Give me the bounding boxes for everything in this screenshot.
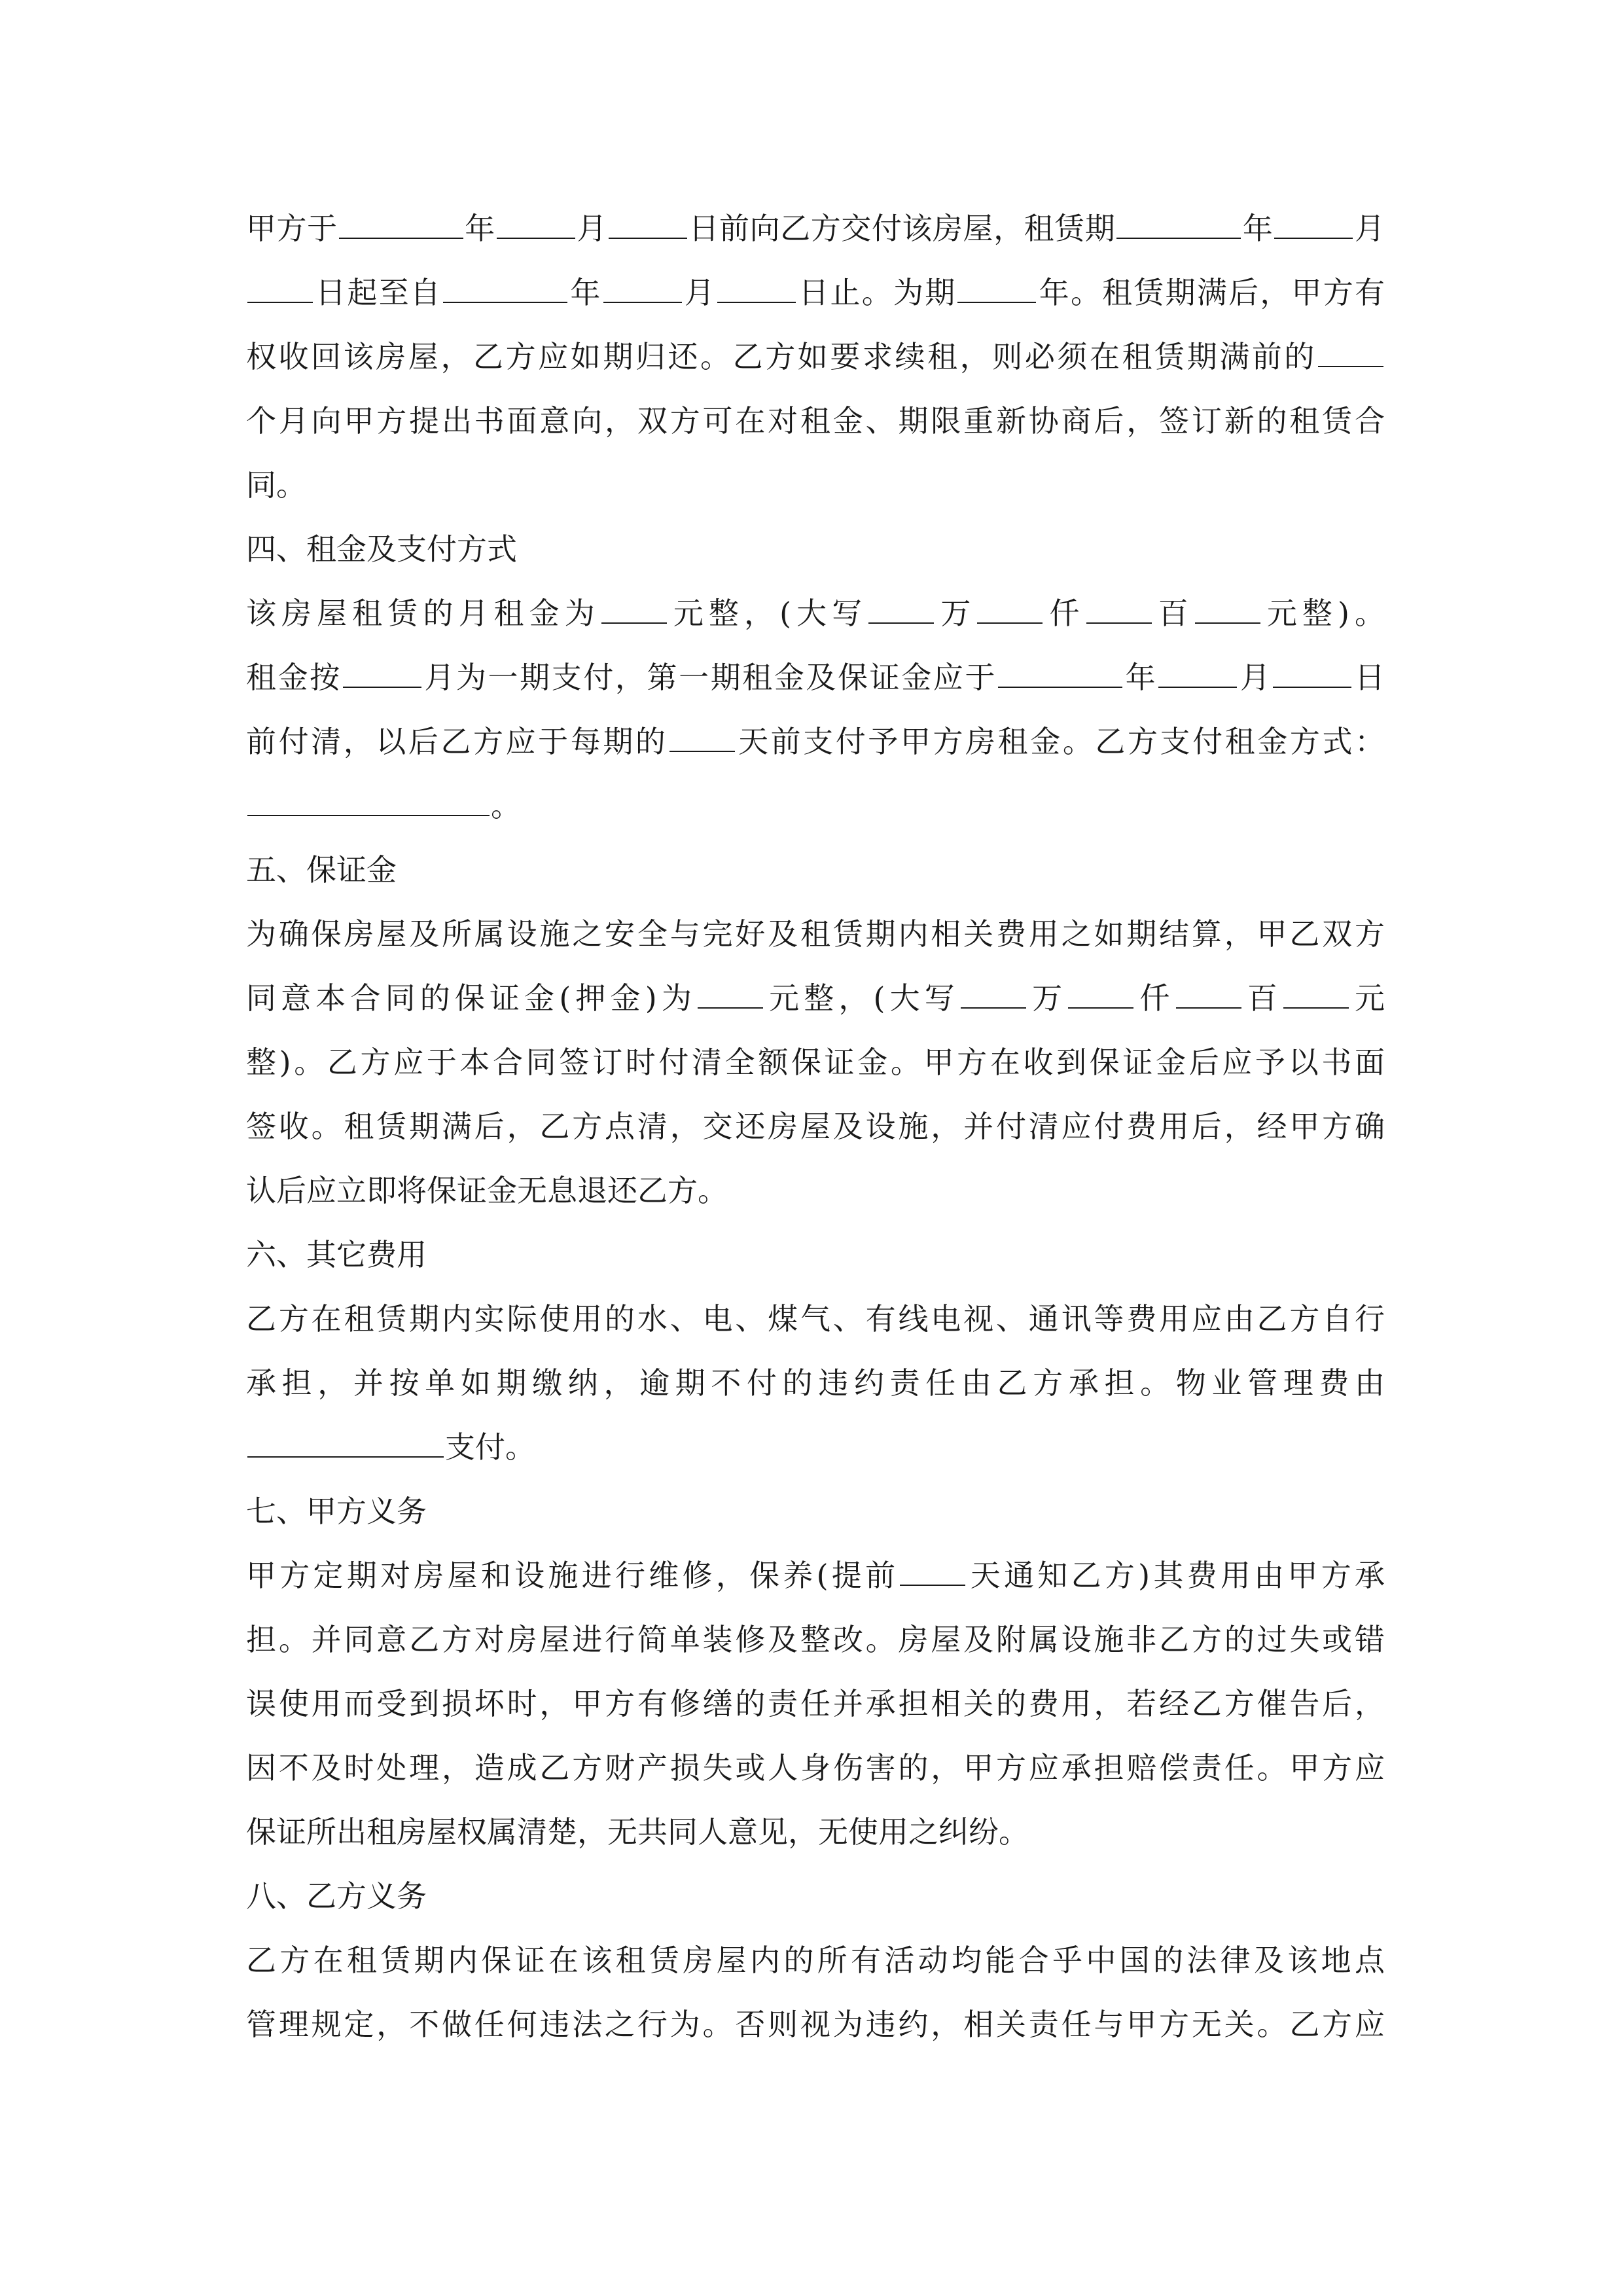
text-segment: 万 [1027,980,1067,1016]
fill-blank [247,1431,444,1458]
section-heading: 六、其它费用 [246,1237,427,1272]
text-segment: 元 [1349,980,1385,1016]
paragraph-line: 为确保房屋及所属设施之安全与完好及租赁期内相关费用之如期结算，甲乙双方 [246,916,1385,952]
section-heading: 七、甲方义务 [246,1494,427,1529]
fill-blank [868,598,934,624]
paragraph-line [246,325,1385,389]
paragraph-line: 整)。乙方应于本合同签订时付清全额保证金。甲方在收到保证金后应予以书面 [246,1045,1385,1080]
text-segment: 同。 [246,467,306,503]
paragraph-line: 乙方在租赁期内实际使用的水、电、煤气、有线电视、通讯等费用应由乙方自行 [246,1301,1385,1336]
paragraph-line: 管理规定，不做任何违法之行为。否则视为违约，相关责任与甲方无关。乙方应 [246,2007,1385,2042]
text-segment: 年 [1242,211,1274,246]
paragraph-line [246,260,1385,325]
text-segment: 元整)。 [1261,596,1385,631]
text-segment: 月 [1354,211,1385,246]
text-segment: 天前支付予甲方房租金。乙方支付租金方式： [736,724,1385,759]
paragraph-line [246,389,1385,453]
fill-blank [247,277,313,303]
text-segment: 前付清，以后乙方应于每期的 [246,724,668,759]
text-segment: 租金按 [246,660,342,695]
text-segment: 百 [1152,596,1194,631]
fill-blank [1274,213,1353,239]
text-segment: 甲方于 [246,211,338,246]
fill-blank [957,277,1036,303]
paragraph-line: 乙方在租赁期内保证在该租赁房屋内的所有活动均能合乎中国的法律及该地点 [246,1943,1385,1978]
paragraph-line [246,774,1385,838]
paragraph-line [246,581,1385,645]
fill-blank [1176,982,1241,1009]
fill-blank [443,277,567,303]
text-segment: 仟 [1135,980,1175,1016]
text-segment: 年 [1124,660,1158,695]
paragraph-line: 误使用而受到损坏时，甲方有修缮的责任并承担相关的费用，若经乙方催告后， [246,1686,1385,1721]
text-segment: 日止。为期 [797,275,957,310]
text-segment: 月 [1238,660,1272,695]
fill-blank [339,213,463,239]
text-segment: 日起至自 [314,275,442,310]
paragraph-line: 担。并同意乙方对房屋进行简单装修及整改。房屋及附属设施非乙方的过失或错 [246,1622,1385,1657]
text-segment: 万 [935,596,976,631]
paragraph-line: 承担，并按单如期缴纳，逾期不付的违约责任由乙方承担。物业管理费由 [246,1365,1385,1401]
fill-blank [247,790,490,816]
text-segment: 天通知乙方)其费用由甲方承 [967,1558,1385,1593]
paragraph-line [246,196,1385,260]
paragraph-line: 签收。租赁期满后，乙方点清，交还房屋及设施，并付清应付费用后，经甲方确 [246,1109,1385,1144]
text-segment: 日 [1353,660,1385,695]
fill-blank [601,598,667,624]
text-segment: 权收回该房屋，乙方应如期归还。乙方如要求续租，则必须在租赁期满前的 [246,339,1317,374]
fill-blank [497,213,575,239]
fill-blank [998,662,1122,688]
text-segment: 月 [576,211,607,246]
text-segment: 百 [1242,980,1282,1016]
fill-blank [669,726,735,752]
text-segment: 。 [491,788,521,823]
section-heading: 四、租金及支付方式 [246,531,517,567]
paragraph-line [246,453,1385,517]
paragraph-line [246,966,1385,1030]
fill-blank [900,1560,965,1586]
fill-blank [343,662,421,688]
text-segment: 元整，(大写 [764,980,959,1016]
paragraph-line: 认后应立即将保证金无息退还乙方。 [246,1173,728,1208]
fill-blank [609,213,687,239]
text-segment: 支付。 [445,1429,535,1465]
text-segment: 月 [683,275,717,310]
paragraph-line [246,709,1385,774]
fill-blank [1195,598,1260,624]
text-segment: 仟 [1044,596,1085,631]
fill-blank [1158,662,1237,688]
section-heading: 八、乙方义务 [246,1878,427,1914]
text-segment: 年 [464,211,495,246]
fill-blank [1116,213,1241,239]
fill-blank [717,277,796,303]
paragraph-line: 保证所出租房屋权属清楚，无共同人意见，无使用之纠纷。 [246,1814,1029,1850]
contract-body [246,196,1385,2056]
text-segment: 月为一期支付，第一期租金及保证金应于 [422,660,997,695]
text-segment: 日前向乙方交付该房屋，租赁期 [688,211,1116,246]
fill-blank [1068,982,1133,1009]
text-segment: 甲方定期对房屋和设施进行维修，保养(提前 [246,1558,899,1593]
fill-blank [1283,982,1349,1009]
fill-blank [1273,662,1351,688]
text-segment: 该房屋租赁的月租金为 [246,596,600,631]
text-segment: 年。租赁期满后，甲方有 [1037,275,1385,310]
paragraph-line [246,645,1385,709]
fill-blank [698,982,763,1009]
paragraph-line [246,1415,1385,1479]
text-segment: 元整，(大写 [668,596,868,631]
paragraph-line: 因不及时处理，造成乙方财产损失或人身伤害的，甲方应承担赔偿责任。甲方应 [246,1750,1385,1785]
fill-blank [1318,341,1383,367]
fill-blank [961,982,1026,1009]
text-segment: 个月向甲方提出书面意向，双方可在对租金、期限重新协商后，签订新的租赁合 [246,403,1385,439]
fill-blank [1086,598,1152,624]
fill-blank [603,277,682,303]
paragraph-line [246,1543,1385,1607]
text-segment: 同意本合同的保证金(押金)为 [246,980,696,1016]
text-segment: 年 [569,275,602,310]
fill-blank [977,598,1043,624]
section-heading: 五、保证金 [246,852,397,888]
